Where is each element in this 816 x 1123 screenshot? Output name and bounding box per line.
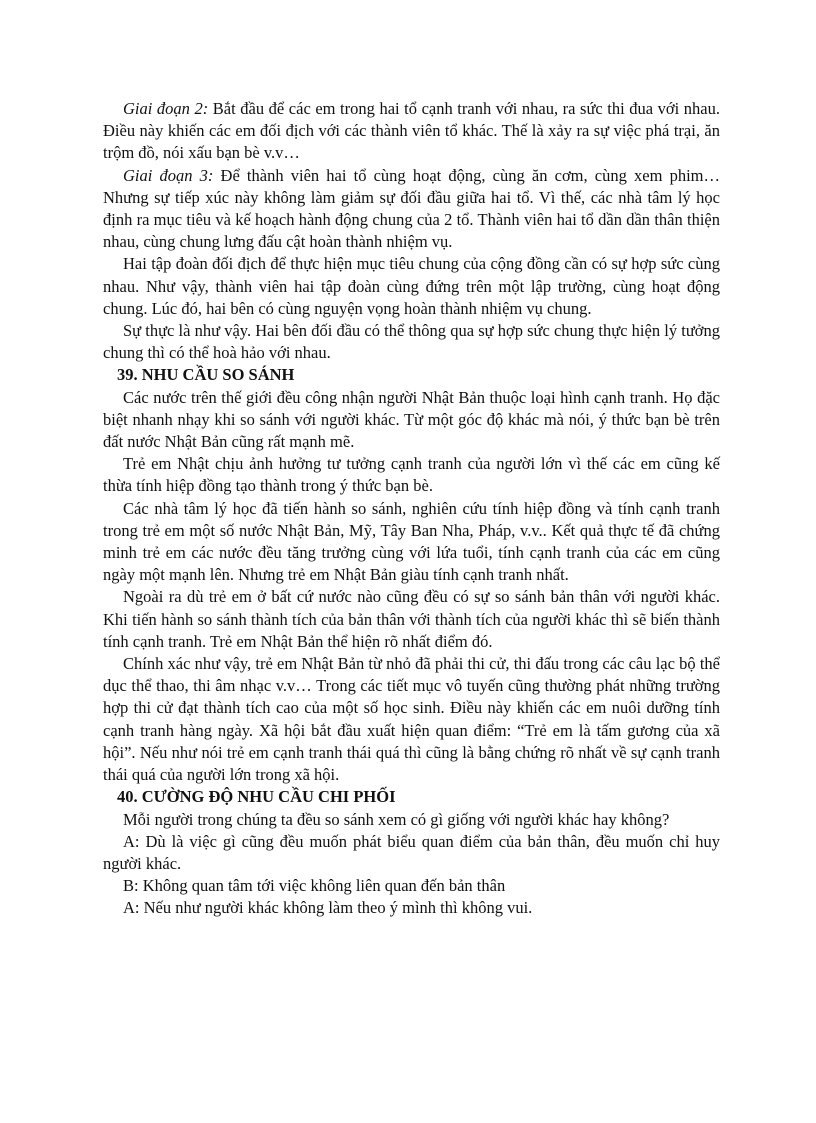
- section-39-paragraph: Các nước trên thế giới đều công nhận người Nhật Bản thuộc loại hình cạnh tranh. Họ đặc biệt nhanh nhạy khi so sánh với người khác. Từ một góc độ khác mà nói, ý thức bạn bè trên đất nước Nhật Bản cũng rất mạnh mẽ.: [103, 387, 720, 452]
- section-40-paragraph: A: Dù là việc gì cũng đều muốn phát biểu quan điểm của bản thân, đều muốn chỉ huy người khác.: [103, 831, 720, 873]
- stage-3-text: Để thành viên hai tổ cùng hoạt động, cùng ăn cơm, cùng xem phim… Nhưng sự tiếp xúc này không làm giảm sự đối đầu giữa hai tổ. Vì thế, các nhà tâm lý học định ra mục tiêu và kế hoạch hành động chung của 2 tổ. Thành viên hai tổ dần dần thân thiện nhau, cùng chung lưng đấu cật hoàn thành nhiệm vụ.: [103, 165, 720, 252]
- paragraph-cooperation: Hai tập đoàn đối địch để thực hiện mục tiêu chung của cộng đồng cần có sự hợp sức cùng nhau. Như vậy, thành viên hai tập đoàn cùng đứng trên một lập trường, cùng hoạt động chung. Lúc đó, hai bên có cùng nguyện vọng hoàn thành nhiệm vụ chung.: [103, 254, 720, 318]
- section-39-paragraph: Các nhà tâm lý học đã tiến hành so sánh, nghiên cứu tính hiệp đồng và tính cạnh tranh trong trẻ em một số nước Nhật Bản, Mỹ, Tây Ban Nha, Pháp, v.v.. Kết quả thực tế đã chứng minh trẻ em các nước đều tăng trưởng cùng với lứa tuổi, tính cạnh tranh của các em cũng ngày một mạnh lên. Nhưng trẻ em Nhật Bản giàu tính cạnh tranh nhất.: [103, 498, 720, 585]
- paragraph-reconciliation: Sự thực là như vậy. Hai bên đối đầu có thể thông qua sự hợp sức chung thực hiện lý tưởng chung thì có thể hoà hảo với nhau.: [103, 321, 720, 363]
- section-39-paragraph: Chính xác như vậy, trẻ em Nhật Bản từ nhỏ đã phải thi cử, thi đấu trong các câu lạc bộ thể dục thể thao, thi âm nhạc v.v… Trong các tiết mục vô tuyến cũng thường phát những trường hợp thi cử đạt thành tích cao của một số học sinh. Điều này khiến các em nuôi dưỡng tính cạnh tranh hàng ngày. Xã hội bắt đầu xuất hiện quan điểm: “Trẻ em là tấm gương của xã hội”. Nếu như nói trẻ em cạnh tranh thái quá thì cũng là bằng chứng rõ nhất về sự cạnh tranh thái quá của người lớn trong xã hội.: [103, 654, 720, 785]
- stage-2-label: Giai đoạn 2:: [123, 99, 209, 118]
- section-39-heading: 39. NHU CẦU SO SÁNH: [117, 365, 295, 385]
- section-40-heading: 40. CƯỜNG ĐỘ NHU CẦU CHI PHỐI: [117, 787, 396, 807]
- stage-2-text: Bắt đầu để các em trong hai tổ cạnh tranh với nhau, ra sức thi đua với nhau. Điều này khiến các em đối địch với các thành viên tổ khác. Thế là xảy ra sự việc phá trại, ăn trộm đồ, nói xấu bạn bè v.v…: [103, 99, 720, 163]
- section-40-paragraph: Mỗi người trong chúng ta đều so sánh xem có gì giống với người khác hay không?: [123, 809, 670, 829]
- section-40-paragraph: A: Nếu như người khác không làm theo ý mình thì không vui.: [123, 898, 533, 918]
- stage-3-label: Giai đoạn 3:: [123, 165, 214, 185]
- paragraph-stage-3: [103, 165, 720, 254]
- section-39-paragraph: Ngoài ra dù trẻ em ở bất cứ nước nào cũng đều có sự so sánh bản thân với người khác. Khi tiến hành so sánh thành tích của bản thân với thành tích của người khác thì sẽ biến thành tính cạnh tranh. Trẻ em Nhật Bản thể hiện rõ nhất điểm đó.: [103, 587, 720, 651]
- paragraph-stage-2: [103, 98, 720, 165]
- section-40-paragraph: B: Không quan tâm tới việc không liên quan đến bản thân: [123, 876, 506, 896]
- section-39-paragraph: Trẻ em Nhật chịu ảnh hưởng tư tưởng cạnh tranh của người lớn vì thế các em cũng kế thừa tính hiệp đồng tạo thành trong ý thức bạn bè.: [103, 454, 720, 496]
- page-body: [103, 98, 720, 920]
